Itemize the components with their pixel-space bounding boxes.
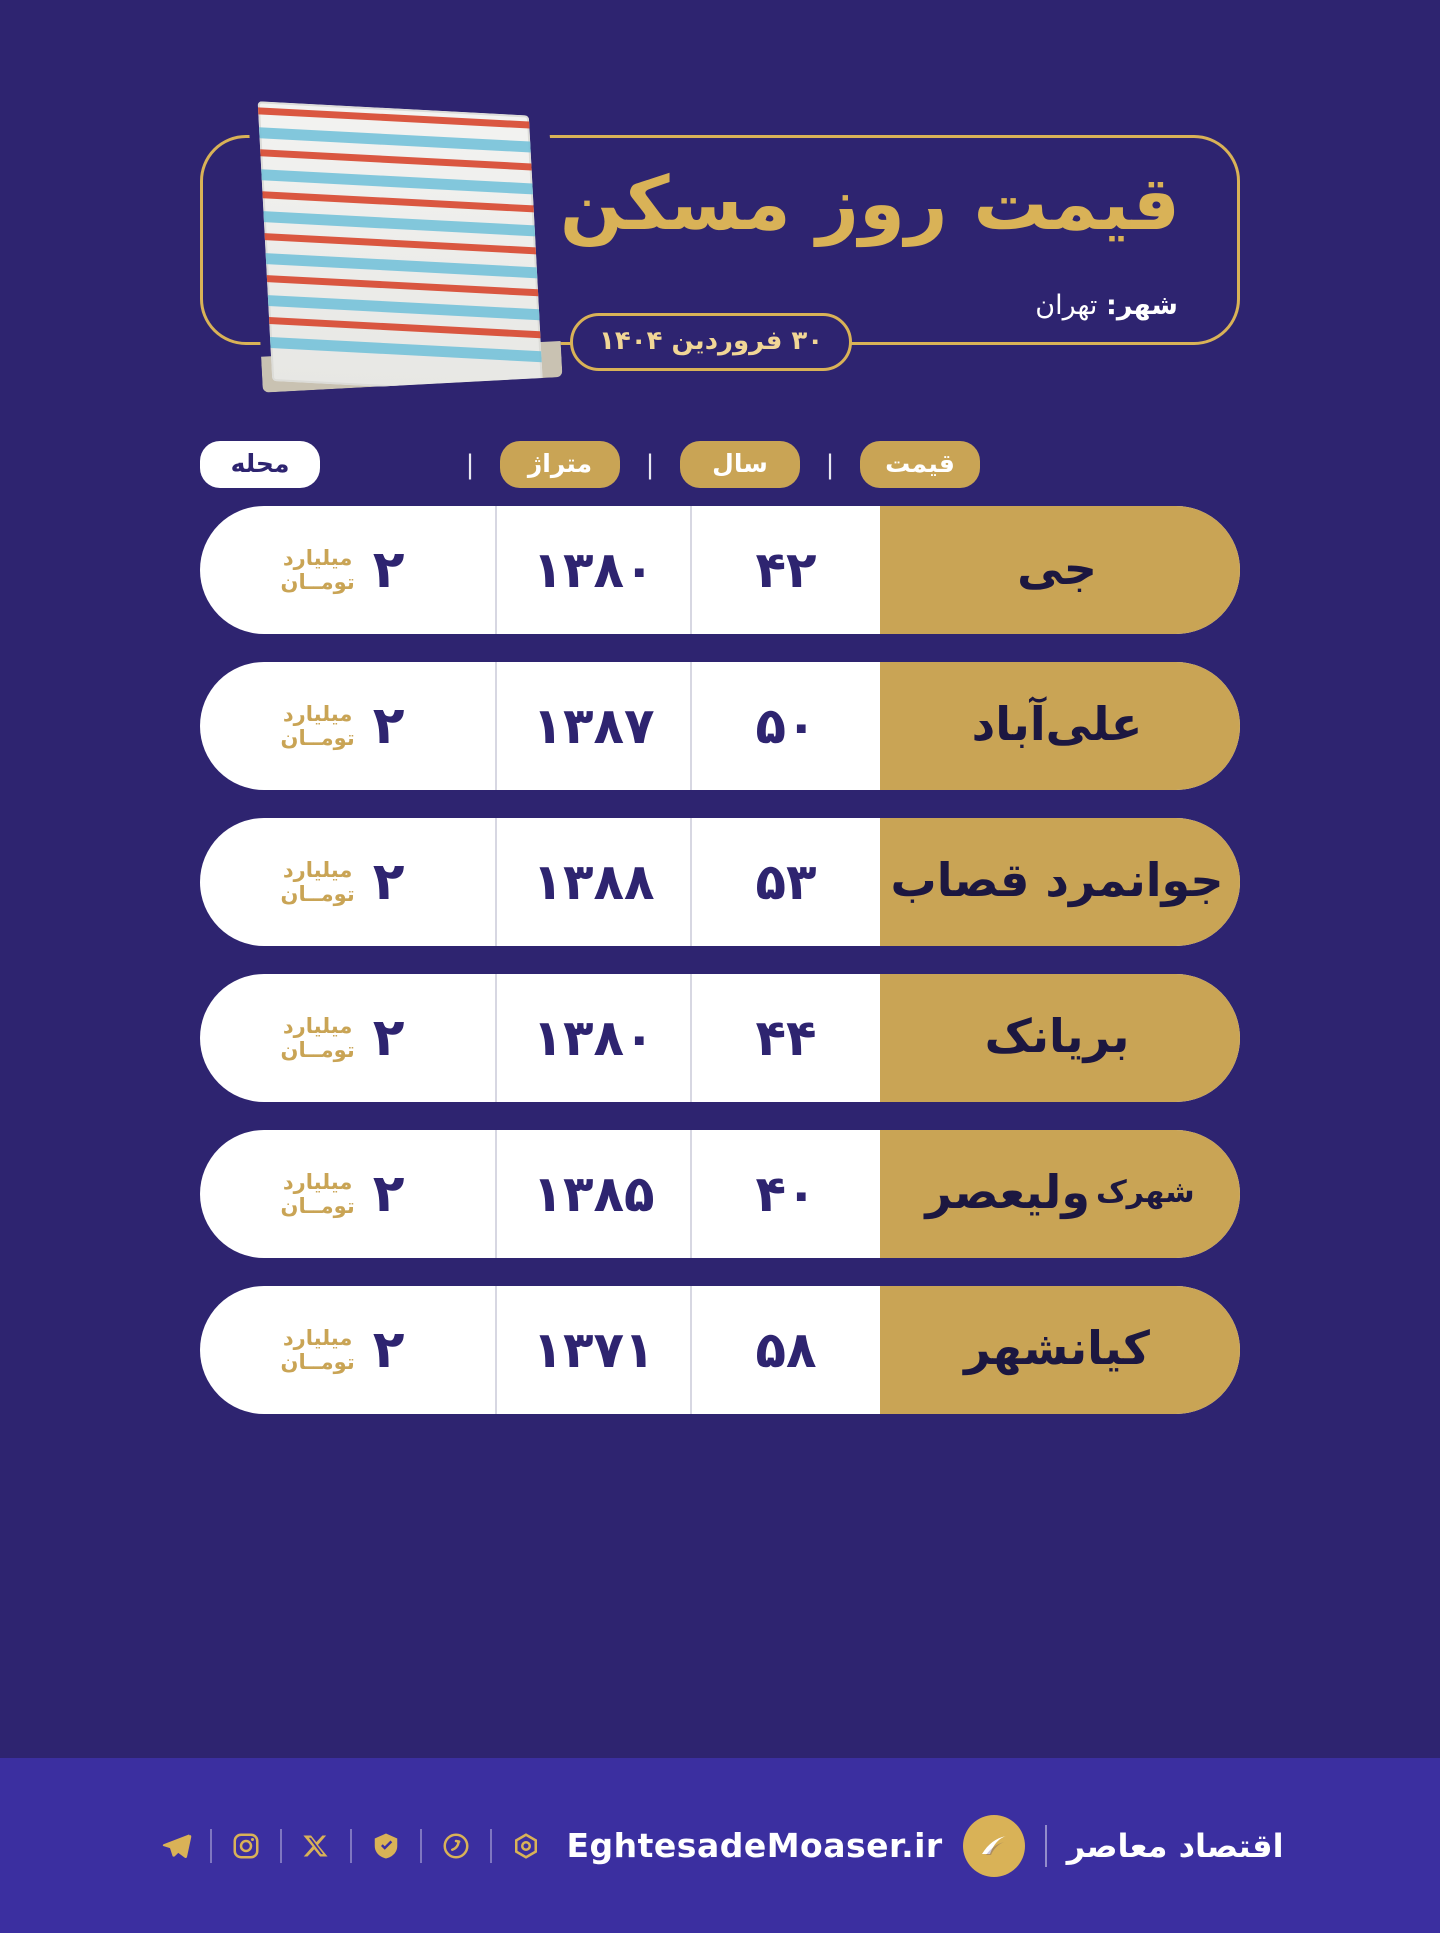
footer-divider [1045,1825,1047,1867]
cell-price [200,818,495,946]
cell-price [200,506,495,634]
social-divider [350,1829,352,1863]
telegram-icon[interactable] [156,1826,196,1866]
cell-year: ۱۳۸۰ [495,974,690,1102]
price-unit-line2: تومــان [280,1194,355,1218]
cell-neighborhood [880,662,1240,790]
table-row [200,662,1240,790]
price-value: ۲ [372,696,405,756]
page-title: قیمت روز مسکن [559,161,1180,247]
brand-name-fa: اقتصاد معاصر [1066,1826,1284,1865]
price-unit [281,1170,355,1218]
neighborhood-name: بریانک [984,1009,1130,1063]
price-unit [281,1014,355,1062]
price-unit [281,546,355,594]
instagram-icon[interactable] [226,1826,266,1866]
social-divider [490,1829,492,1863]
column-header-area: متراژ [500,441,620,488]
city-label: شهر: [1106,290,1178,321]
neighborhood-name: جی [1017,541,1097,595]
price-unit-line1: میلیارد [282,545,353,570]
column-separator: | [465,449,475,480]
cell-area: ۴۰ [690,1130,880,1258]
neighborhood-name: ولیعصر [925,1165,1090,1219]
price-unit-line1: میلیارد [282,1169,353,1194]
price-unit [281,702,355,750]
date-badge: ۳۰ فروردین ۱۴۰۴ [570,313,852,371]
column-header-price: قیمت [860,441,980,488]
price-unit [281,858,355,906]
cell-price [200,1130,495,1258]
price-unit-line1: میلیارد [282,1325,353,1350]
price-unit [281,1326,355,1374]
price-unit-line1: میلیارد [282,1013,353,1038]
cell-area: ۵۰ [690,662,880,790]
price-unit-line2: تومــان [280,726,355,750]
brand-logo-icon [963,1815,1025,1877]
cell-year: ۱۳۷۱ [495,1286,690,1414]
brand-name-en[interactable]: EghtesadeMoaser.ir [566,1826,943,1865]
cell-neighborhood [880,1286,1240,1414]
cell-neighborhood [880,1130,1240,1258]
cell-area: ۴۴ [690,974,880,1102]
cell-price [200,1286,495,1414]
table-row [200,1130,1240,1258]
cell-price [200,662,495,790]
cell-neighborhood [880,974,1240,1102]
cell-year: ۱۳۸۷ [495,662,690,790]
cell-year: ۱۳۸۵ [495,1130,690,1258]
price-value: ۲ [372,1164,405,1224]
neighborhood-name: علی‌آباد [971,697,1143,751]
column-header-year: سال [680,441,800,488]
neighborhood-name: جوانمرد قصاب [890,853,1224,907]
x-icon[interactable] [296,1826,336,1866]
header [200,115,1240,405]
neighborhood-prefix: شهرک [1095,1174,1195,1210]
cell-year: ۱۳۸۰ [495,506,690,634]
price-unit-line1: میلیارد [282,857,353,882]
city-line [1035,290,1178,321]
column-separator: | [645,449,655,480]
table-row [200,818,1240,946]
cell-neighborhood [880,506,1240,634]
cell-area: ۴۲ [690,506,880,634]
column-separator: | [825,449,835,480]
table-row [200,974,1240,1102]
price-unit-line1: میلیارد [282,701,353,726]
price-value: ۲ [372,1008,405,1068]
column-header-neighborhood: محله [200,441,320,488]
eitaa-icon[interactable] [436,1826,476,1866]
bale-icon[interactable] [366,1826,406,1866]
cell-year: ۱۳۸۸ [495,818,690,946]
social-divider [280,1829,282,1863]
table-row [200,506,1240,634]
price-unit-line2: تومــان [280,1038,355,1062]
price-unit-line2: تومــان [280,570,355,594]
table-row [200,1286,1240,1414]
neighborhood-name: کیانشهر [964,1321,1150,1375]
column-headers [200,441,1240,488]
building-photo [247,82,562,392]
cell-area: ۵۳ [690,818,880,946]
social-divider [420,1829,422,1863]
social-links [156,1826,546,1866]
footer-bar [0,1758,1440,1933]
price-unit-line2: تومــان [280,882,355,906]
social-divider [210,1829,212,1863]
price-value: ۲ [372,1320,405,1380]
cell-neighborhood [880,818,1240,946]
photo-building-body [258,101,544,392]
rubika-icon[interactable] [506,1826,546,1866]
price-value: ۲ [372,852,405,912]
city-value: تهران [1035,290,1098,321]
cell-area: ۵۸ [690,1286,880,1414]
price-value: ۲ [372,540,405,600]
cell-price [200,974,495,1102]
price-unit-line2: تومــان [280,1350,355,1374]
price-table [200,506,1240,1414]
